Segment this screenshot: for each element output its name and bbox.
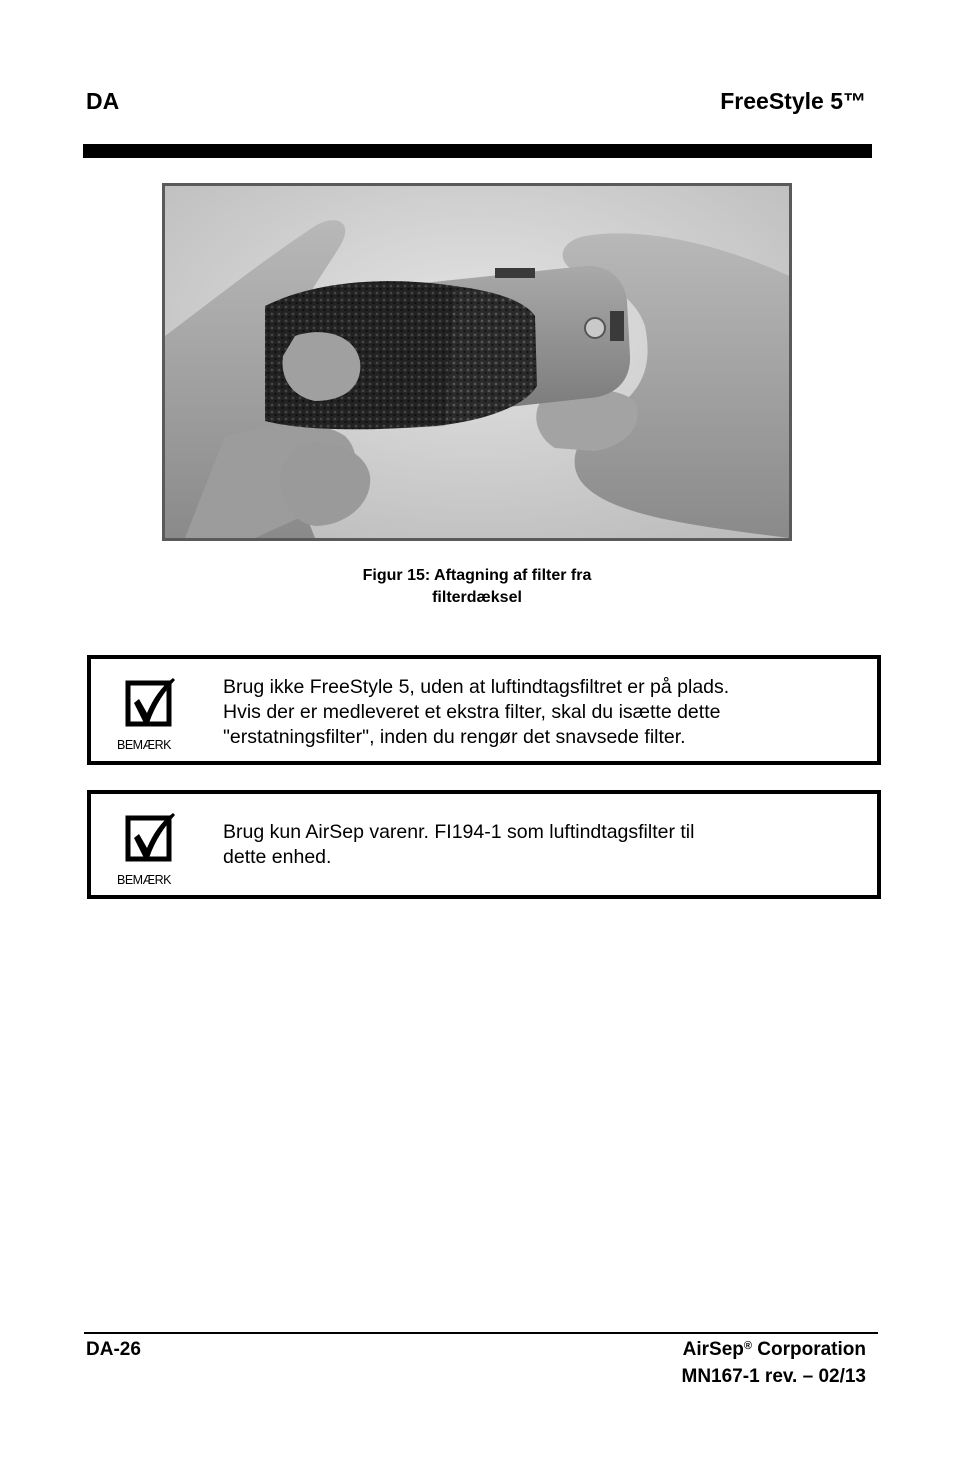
- figure-caption-line-1: Figur 15: Aftagning af filter fra: [362, 567, 592, 584]
- note-box-2: [87, 790, 881, 899]
- note-text-line: Brug ikke FreeStyle 5, uden at luftindtagsfiltret er på plads.: [223, 676, 730, 698]
- header-language-code: DA: [86, 88, 120, 114]
- footer-company-name: AirSep: [682, 1339, 744, 1360]
- note-icon: [117, 804, 187, 887]
- checkbox-checked-icon: [125, 812, 175, 862]
- note-icon: [117, 669, 187, 752]
- note-box-1: [87, 655, 881, 765]
- note-label: BEMÆRK: [117, 738, 171, 752]
- footer-company-suffix: Corporation: [752, 1339, 866, 1360]
- registered-mark: ®: [743, 1340, 752, 1352]
- footer-company-info: [682, 1336, 867, 1390]
- footer-company: [682, 1336, 867, 1363]
- note-text-line: Brug kun AirSep varenr. FI194-1 som luftindtagsfilter til: [223, 821, 695, 843]
- note-text-line: "erstatningsfilter", inden du rengør det snavsede filter.: [223, 726, 686, 748]
- note-text: [223, 820, 837, 870]
- footer-page-number: DA-26: [86, 1339, 141, 1360]
- filter-removal-photo: [165, 186, 789, 538]
- figure-photo: [162, 183, 792, 541]
- note-text: [223, 675, 837, 750]
- note-text-line: Hvis der er medleveret et ekstra filter, skal du isætte dette: [223, 701, 721, 723]
- note-label: BEMÆRK: [117, 873, 171, 887]
- footer-rule: [84, 1332, 878, 1334]
- figure-caption-line-2: filterdæksel: [432, 589, 522, 606]
- header-product-name: FreeStyle 5™: [720, 88, 866, 114]
- checkbox-checked-icon: [125, 677, 175, 727]
- header-rule: [83, 144, 872, 158]
- note-text-line: dette enhed.: [223, 846, 332, 868]
- footer-doc-revision: MN167-1 rev. – 02/13: [681, 1366, 866, 1387]
- figure-caption: [0, 565, 954, 609]
